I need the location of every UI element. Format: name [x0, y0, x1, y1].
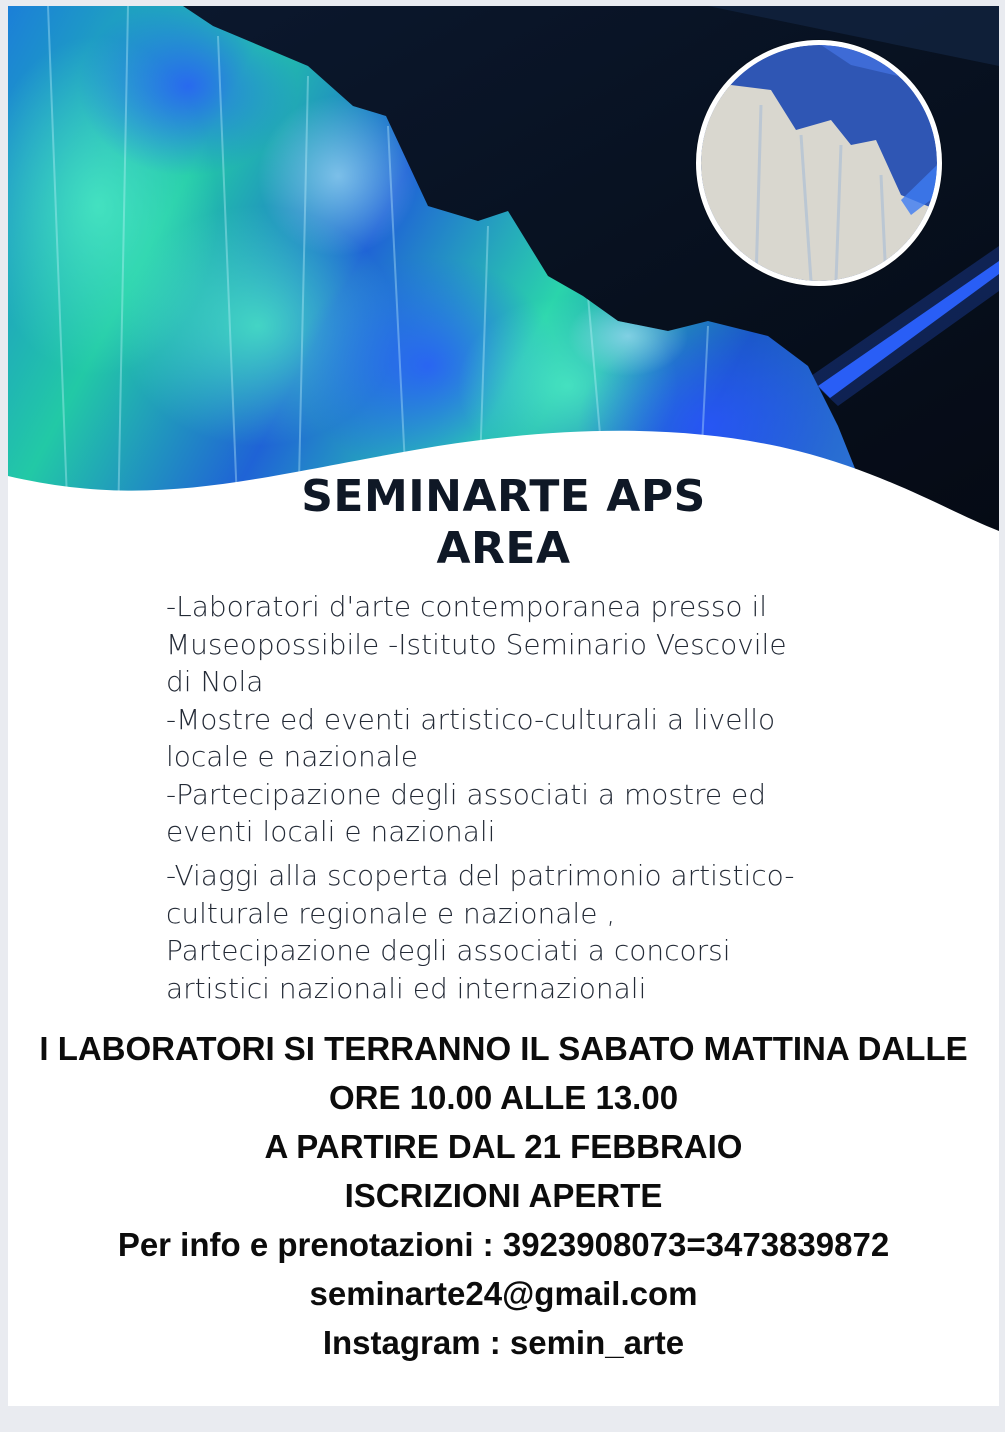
activity-line: Museopossibile -Istituto Seminario Vescovile — [166, 627, 787, 661]
enrollment-status: ISCRIZIONI APERTE — [344, 1177, 663, 1214]
activity-line: eventi locali e nazionali — [166, 815, 496, 848]
artwork-detail-badge — [696, 40, 942, 286]
activities-list-primary — [166, 588, 886, 851]
page-subtitle: AREA — [436, 523, 571, 574]
schedule-line-1: I LABORATORI SI TERRANNO IL SABATO MATTINA DALLE — [39, 1030, 968, 1067]
instagram-handle: Instagram : semin_arte — [322, 1324, 685, 1361]
page-title: SEMINARTE APS — [301, 471, 706, 522]
activity-line: -Viaggi alla scoperta del patrimonio artistico- — [166, 859, 795, 892]
activity-line: Partecipazione degli associati a concorsi — [166, 934, 731, 967]
activity-line: -Partecipazione degli associati a mostre ed — [166, 777, 766, 811]
flyer-card — [8, 6, 999, 1406]
contact-phones: Per info e prenotazioni : 3923908073=3473839872 — [117, 1226, 890, 1263]
activity-line: di Nola — [166, 665, 264, 698]
activity-line: -Laboratori d'arte contemporanea presso il — [166, 590, 768, 623]
activity-line: culturale regionale e nazionale , — [166, 896, 616, 930]
contact-email: seminarte24@gmail.com — [309, 1275, 698, 1312]
info-block — [8, 1024, 999, 1367]
start-date: A PARTIRE DAL 21 FEBBRAIO — [264, 1128, 743, 1165]
activities-list-secondary — [166, 857, 886, 1007]
activity-line: locale e nazionale — [166, 740, 418, 773]
schedule-line-2: ORE 10.00 ALLE 13.00 — [328, 1079, 679, 1116]
activity-line: -Mostre ed eventi artistico-culturali a livello — [166, 702, 776, 736]
activity-line: artistici nazionali ed internazionali — [166, 971, 647, 1005]
